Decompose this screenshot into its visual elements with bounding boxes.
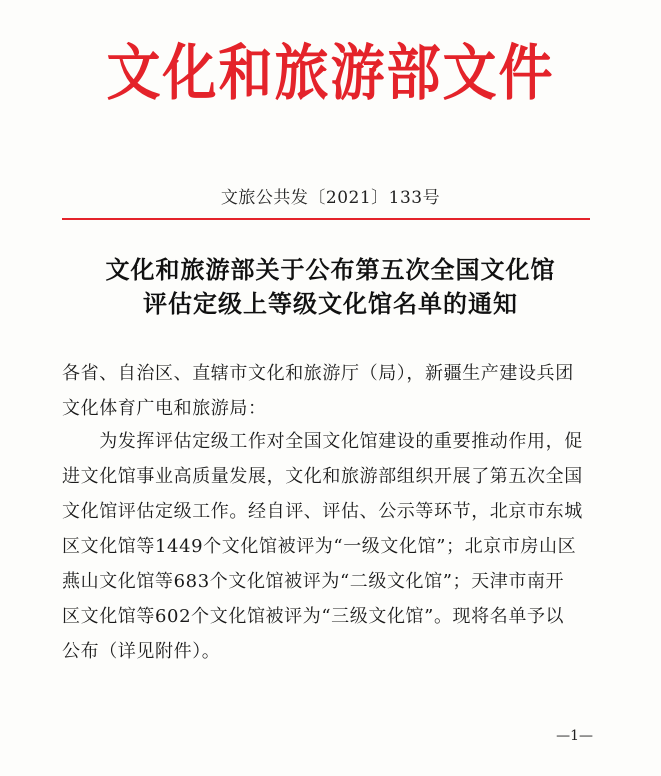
body-line: 燕山文化馆等683个文化馆被评为“二级文化馆”；天津市南开 (62, 571, 565, 592)
body-line: 文化馆评估定级工作。经自评、评估、公示等环节，北京市东城 (62, 501, 583, 522)
body-line: 进文化馆事业高质量发展，文化和旅游部组织开展了第五次全国 (62, 466, 583, 487)
addressee-line-1: 各省、自治区、直辖市文化和旅游厅（局），新疆生产建设兵团 (62, 363, 574, 384)
document-header-title: 文化和旅游部文件 (106, 36, 555, 108)
body-line: 区文化馆等602个文化馆被评为“三级文化馆”。现将名单予以 (62, 606, 565, 627)
red-divider-line (62, 218, 590, 220)
body-line: 区文化馆等1449个文化馆被评为“一级文化馆”；北京市房山区 (62, 536, 577, 557)
notice-title-line-1: 文化和旅游部关于公布第五次全国文化馆 (105, 255, 556, 284)
body-line: 为发挥评估定级工作对全国文化馆建设的重要推动作用，促 (62, 431, 583, 452)
page-number: —1— (556, 728, 593, 744)
addressee-line-2: 文化体育广电和旅游局： (62, 398, 267, 419)
notice-title-line-2: 评估定级上等级文化馆名单的通知 (143, 289, 518, 318)
addressee-block (62, 356, 602, 426)
notice-body (62, 424, 602, 669)
body-line: 公布（详见附件）。 (62, 641, 221, 662)
document-number: 文旅公共发〔2021〕133号 (220, 188, 441, 208)
